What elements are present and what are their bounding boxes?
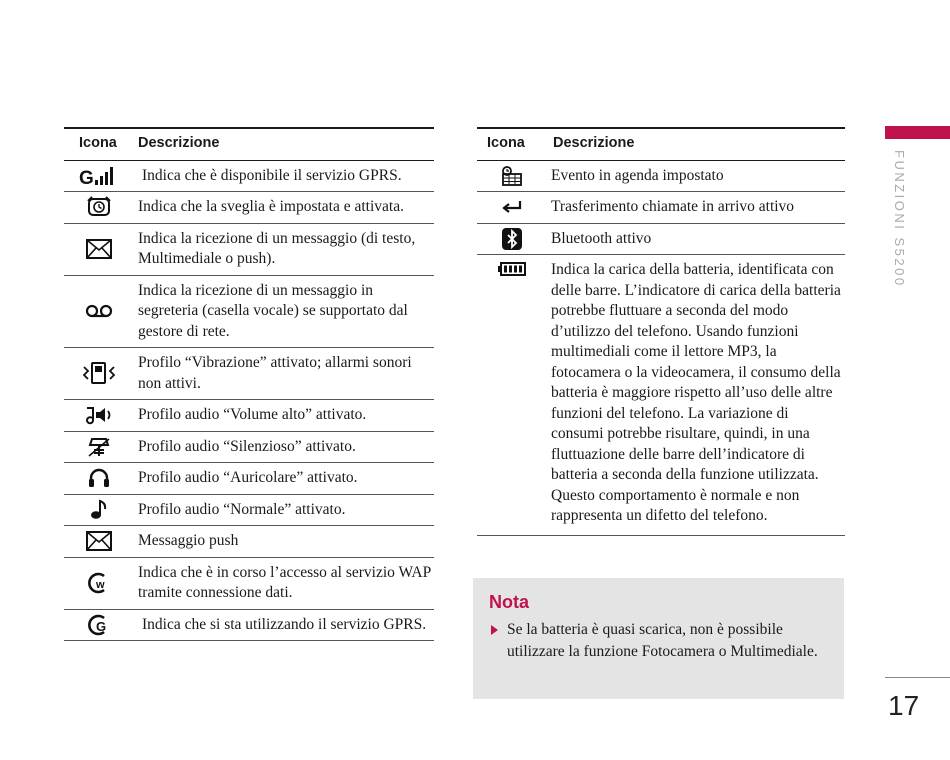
section-accent-bar: [885, 126, 950, 139]
music-note-icon: [64, 499, 134, 521]
envelope-icon: [64, 238, 134, 260]
page-number-rule: [885, 677, 950, 678]
row-description: Evento in agenda impostato: [551, 166, 724, 184]
table-row: [64, 275, 434, 348]
icon-table-right: [477, 127, 845, 536]
header-icon: Icona: [487, 135, 525, 151]
gprs-active-icon: [64, 613, 134, 637]
table-header-row: [477, 128, 845, 160]
table-row: [64, 192, 434, 224]
row-description: Indica la carica della batteria, identificata con delle barre. L’indicatore di carica della batteria potrebbe fluttuare a seconda del modo d’utilizzo del telefono. Usando funzioni multimediali come il lettore MP3, la fotocamera o la videocamera, il consumo della batteria è maggiore rispetto all’uso delle altre funzioni del telefono. La variazione di consumi potrebbe risultare, quindi, in una fluttuazione delle barre dell’indicatore di batteria a seconda della funzione utilizzata. Questo comportamento è normale e non rappresenta un difetto del telefono.: [551, 261, 841, 524]
note-text: Se la batteria è quasi scarica, non è possibile utilizzare la funzione Fotocamera o Multimediale.: [507, 621, 818, 660]
headset-icon: [64, 467, 134, 489]
wap-icon: [64, 571, 134, 595]
table-row: [477, 160, 845, 192]
svg-text:w: w: [96, 579, 105, 591]
row-description: Bluetooth attivo: [551, 229, 652, 247]
header-description: Descrizione: [138, 135, 220, 151]
table-row: [64, 431, 434, 463]
note-title: Nota: [489, 592, 529, 612]
row-description: Messaggio push: [138, 532, 239, 549]
note-item: [489, 619, 828, 663]
table-row: [64, 609, 434, 641]
row-description: Indica che la sveglia è impostata e attivata.: [138, 198, 404, 215]
row-description: Indica che è in corso l’accesso al servizio WAP tramite connessione dati.: [138, 563, 431, 601]
alarm-clock-icon: [64, 196, 134, 218]
icon-table-left: [64, 127, 434, 641]
voicemail-icon: [64, 303, 134, 319]
gprs-signal-icon: [64, 165, 134, 187]
table-row: [64, 400, 434, 432]
table-header-row: [64, 128, 434, 160]
bluetooth-icon: [477, 227, 547, 251]
table-row: [477, 223, 845, 255]
row-description: Indica che si sta utilizzando il servizio GPRS.: [142, 615, 427, 633]
header-icon: Icona: [79, 135, 117, 151]
table-row: [64, 160, 434, 192]
row-description: Indica che è disponibile il servizio GPRS.: [142, 166, 402, 184]
loud-speaker-icon: [64, 404, 134, 426]
vibration-icon: [64, 361, 134, 387]
note-box: [473, 578, 844, 699]
battery-icon: [477, 261, 547, 277]
svg-text:G: G: [96, 618, 107, 634]
table-row: [64, 463, 434, 495]
row-description: Trasferimento chiamate in arrivo attivo: [551, 198, 795, 215]
push-message-icon: [64, 530, 134, 552]
table-row: [477, 255, 845, 536]
silent-icon: [64, 436, 134, 458]
table-row: [64, 348, 434, 400]
row-description: Profilo audio “Auricolare” attivato.: [138, 469, 358, 486]
table-row: [64, 494, 434, 526]
row-description: Indica la ricezione di un messaggio in segreteria (casella vocale) se supportato dal gestore di rete.: [138, 281, 408, 340]
svg-text:G: G: [79, 167, 94, 187]
calendar-event-icon: [477, 165, 547, 187]
table-row: [64, 557, 434, 609]
page-number: 17: [888, 690, 920, 721]
section-side-label: FUNZIONI S5200: [892, 150, 907, 288]
table-row: [64, 526, 434, 558]
row-description: Indica la ricezione di un messaggio (di testo, Multimediale o push).: [138, 229, 416, 267]
table-row: [477, 192, 845, 224]
arrow-bullet-icon: [491, 625, 498, 635]
table-row: [64, 223, 434, 275]
call-forward-icon: [477, 198, 547, 216]
row-description: Profilo audio “Volume alto” attivato.: [138, 406, 367, 423]
row-description: Profilo “Vibrazione” attivato; allarmi sonori non attivi.: [138, 354, 412, 392]
row-description: Profilo audio “Silenzioso” attivato.: [138, 437, 356, 455]
header-description: Descrizione: [553, 135, 635, 151]
row-description: Profilo audio “Normale” attivato.: [138, 500, 346, 518]
